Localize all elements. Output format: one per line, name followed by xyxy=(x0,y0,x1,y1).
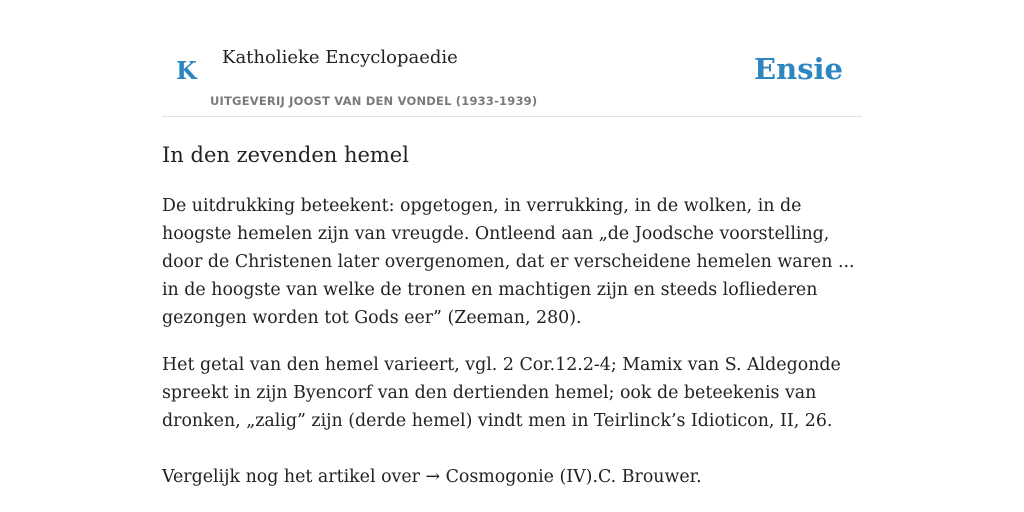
ensie-brand-link[interactable]: Ensie xyxy=(754,52,843,86)
see-also-paragraph xyxy=(162,463,862,491)
site-logo[interactable]: K xyxy=(176,56,197,85)
cosmogonie-link-label: Cosmogonie (IV). xyxy=(440,467,598,487)
site-title[interactable]: Katholieke Encyclopaedie xyxy=(222,47,458,68)
see-also-prefix: Vergelijk nog het artikel over xyxy=(162,467,426,487)
arrow-right-icon: → xyxy=(425,467,441,487)
publisher-subtitle: UITGEVERIJ JOOST VAN DEN VONDEL (1933-1939) xyxy=(210,94,538,108)
article-paragraph: Het getal van den hemel varieert, vgl. 2 Cor.12.2-4; Mamix van S. Aldegonde spreekt in zijn Byencorf van den dertienden hemel; ook de beteekenis van dronken, „zalig” zijn (derde hemel) vindt men in Teirlinck’s Idioticon, II, 26. xyxy=(162,355,841,431)
article-title: In den zevenden hemel xyxy=(162,143,409,167)
cosmogonie-link[interactable] xyxy=(426,467,598,487)
site-header xyxy=(162,0,862,117)
author-name: C. Brouwer. xyxy=(597,467,702,487)
article-paragraph: De uitdrukking beteekent: opgetogen, in verrukking, in de wolken, in de hoogste hemelen zijn van vreugde. Ontleend aan „de Joodsche voorstelling, door de Christenen later overgenomen, dat er verscheidene hemelen waren ... in de hoogste van welke de tronen en machtigen zijn en steeds lofliederen gezongen worden tot Gods eer” (Zeeman, 280). xyxy=(162,196,855,328)
article xyxy=(162,140,862,487)
